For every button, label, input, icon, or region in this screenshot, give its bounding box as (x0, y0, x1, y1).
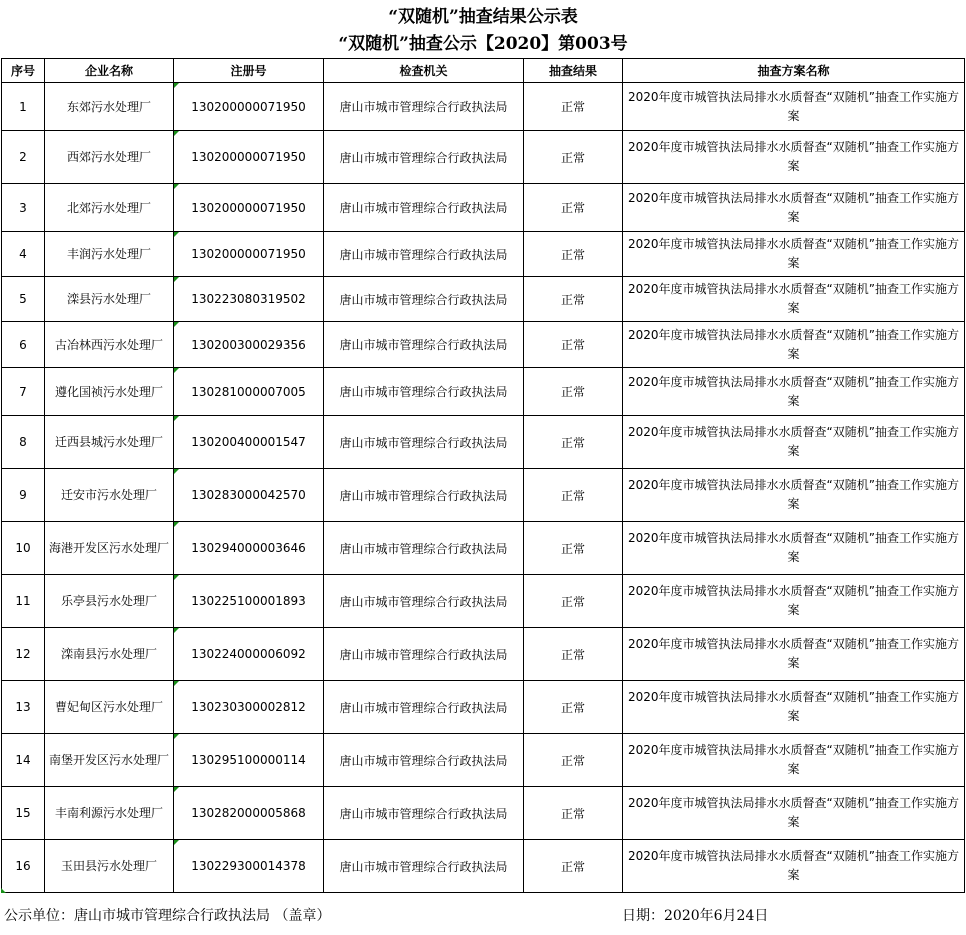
cell-no-text: 3 (19, 200, 27, 215)
cell-reg (174, 322, 324, 368)
cell-agency-text: 唐山市城市管理综合行政执法局 (339, 541, 508, 556)
cell-reg-text: 130200300029356 (191, 337, 306, 352)
cell-company-text: 滦南县污水处理厂 (60, 647, 157, 661)
cell-company (45, 83, 174, 131)
cell-company (45, 575, 174, 628)
cell-plan (623, 416, 965, 469)
cell-company-text: 西郊污水处理厂 (66, 150, 151, 164)
cell-marker (174, 232, 179, 237)
cell-agency (324, 575, 524, 628)
cell-company-text: 丰南利源污水处理厂 (54, 806, 163, 820)
cell-result-text: 正常 (560, 488, 585, 503)
table-row (2, 681, 965, 734)
cell-no (2, 628, 45, 681)
col-header-company: 企业名称 (45, 59, 174, 83)
cell-agency (324, 416, 524, 469)
cell-reg-text: 130224000006092 (191, 647, 306, 661)
cell-reg-text: 130283000042570 (191, 488, 306, 502)
cell-plan (623, 131, 965, 184)
cell-result-text: 正常 (560, 541, 585, 556)
cell-plan (623, 628, 965, 681)
cell-no-text: 4 (19, 247, 27, 261)
col-header-agency: 检查机关 (324, 59, 524, 83)
cell-marker (174, 322, 179, 327)
cell-agency (324, 681, 524, 734)
cell-marker (174, 368, 179, 373)
cell-no-text: 11 (15, 594, 31, 608)
table-row (2, 277, 965, 322)
cell-agency (324, 734, 524, 787)
cell-no (2, 681, 45, 734)
cell-plan (623, 469, 965, 522)
cell-company (45, 277, 174, 322)
cell-reg-text: 130223080319502 (191, 292, 306, 306)
cell-no-text: 15 (15, 806, 31, 820)
cell-agency-text: 唐山市城市管理综合行政执法局 (339, 647, 508, 662)
table-row (2, 787, 965, 840)
cell-plan-text: 2020年度市城管执法局排水水质督查“双随机”抽查工作实施方案 (628, 637, 959, 670)
cell-agency-text: 唐山市城市管理综合行政执法局 (339, 247, 508, 262)
cell-reg (174, 83, 324, 131)
cell-agency-text: 唐山市城市管理综合行政执法局 (339, 100, 508, 114)
table-row (2, 416, 965, 469)
cell-no-text: 14 (15, 753, 31, 767)
cell-agency-text: 唐山市城市管理综合行政执法局 (339, 338, 508, 352)
cell-marker (174, 184, 179, 189)
cell-no (2, 575, 45, 628)
table-row (2, 83, 965, 131)
cell-plan-text: 2020年度市城管执法局排水水质督查“双随机”抽查工作实施方案 (628, 796, 959, 829)
cell-company (45, 787, 174, 840)
cell-company (45, 628, 174, 681)
cell-agency (324, 787, 524, 840)
cell-marker (174, 681, 179, 686)
cell-agency (324, 83, 524, 131)
cell-reg (174, 681, 324, 734)
cell-no (2, 131, 45, 184)
cell-company-text: 海港开发区污水处理厂 (48, 541, 169, 555)
cell-result-text: 正常 (560, 700, 585, 715)
cell-plan (623, 277, 965, 322)
cell-agency (324, 469, 524, 522)
cell-result (524, 734, 623, 787)
cell-plan-text: 2020年度市城管执法局排水水质督查“双随机”抽查工作实施方案 (628, 425, 959, 458)
cell-result (524, 131, 623, 184)
cell-no-text: 1 (19, 99, 27, 114)
table-row (2, 840, 965, 893)
cell-reg-text: 130200000071950 (191, 99, 306, 114)
cell-reg-text: 130294000003646 (191, 541, 306, 555)
cell-agency (324, 232, 524, 277)
cell-company (45, 681, 174, 734)
cell-reg-text: 130295100000114 (191, 753, 306, 767)
col-header-plan: 抽查方案名称 (623, 59, 965, 83)
cell-marker (174, 575, 179, 580)
col-header-result: 抽查结果 (524, 59, 623, 83)
cell-reg-text: 130229300014378 (191, 859, 306, 873)
cell-agency-text: 唐山市城市管理综合行政执法局 (339, 806, 508, 821)
cell-company (45, 522, 174, 575)
table-row (2, 575, 965, 628)
cell-reg-text: 130225100001893 (191, 594, 306, 608)
cell-plan (623, 83, 965, 131)
cell-no (2, 232, 45, 277)
cell-agency (324, 522, 524, 575)
cell-plan (623, 184, 965, 232)
cell-company-text: 玉田县污水处理厂 (60, 859, 157, 873)
cell-company-text: 迁西县城污水处理厂 (54, 435, 163, 449)
cell-company-text: 古冶林西污水处理厂 (54, 337, 163, 352)
cell-agency (324, 840, 524, 893)
cell-agency (324, 277, 524, 322)
cell-result (524, 83, 623, 131)
cell-agency-text: 唐山市城市管理综合行政执法局 (339, 201, 508, 215)
cell-reg-text: 130200400001547 (191, 435, 306, 449)
cell-no (2, 277, 45, 322)
cell-no-text: 10 (15, 541, 31, 555)
cell-no-text: 8 (19, 435, 27, 449)
cell-plan (623, 734, 965, 787)
cell-reg (174, 232, 324, 277)
cell-agency-text: 唐山市城市管理综合行政执法局 (339, 700, 508, 715)
cell-no (2, 734, 45, 787)
cell-result (524, 469, 623, 522)
cell-result-text: 正常 (560, 806, 585, 821)
cell-marker (1, 888, 6, 893)
cell-result (524, 232, 623, 277)
cell-agency (324, 368, 524, 416)
cell-marker (174, 131, 179, 136)
cell-reg (174, 469, 324, 522)
cell-agency (324, 322, 524, 368)
cell-result (524, 184, 623, 232)
cell-plan (623, 787, 965, 840)
cell-result-text: 正常 (560, 150, 585, 165)
cell-result (524, 522, 623, 575)
cell-result-text: 正常 (560, 201, 585, 215)
cell-plan-text: 2020年度市城管执法局排水水质督查“双随机”抽查工作实施方案 (628, 478, 959, 511)
cell-reg (174, 840, 324, 893)
cell-company-text: 北郊污水处理厂 (66, 200, 151, 215)
cell-no-text: 12 (15, 647, 31, 661)
cell-reg (174, 734, 324, 787)
cell-agency (324, 131, 524, 184)
cell-company (45, 368, 174, 416)
cell-agency-text: 唐山市城市管理综合行政执法局 (339, 292, 508, 307)
cell-company-text: 东郊污水处理厂 (66, 99, 151, 114)
cell-company (45, 416, 174, 469)
cell-result-text: 正常 (560, 247, 585, 262)
cell-reg-text: 130230300002812 (191, 700, 306, 714)
cell-marker (174, 734, 179, 739)
cell-plan (623, 322, 965, 368)
cell-no-text: 2 (19, 150, 27, 164)
cell-reg (174, 184, 324, 232)
cell-plan-text: 2020年度市城管执法局排水水质督查“双随机”抽查工作实施方案 (628, 190, 959, 224)
table-row (2, 469, 965, 522)
cell-company (45, 131, 174, 184)
cell-no (2, 840, 45, 893)
cell-plan-text: 2020年度市城管执法局排水水质督查“双随机”抽查工作实施方案 (628, 531, 959, 564)
cell-agency-text: 唐山市城市管理综合行政执法局 (339, 859, 508, 874)
cell-company-text: 遵化国祯污水处理厂 (54, 384, 163, 399)
cell-reg (174, 131, 324, 184)
table-row (2, 734, 965, 787)
cell-result (524, 575, 623, 628)
footer-date: 日期：2020年6月24日 (622, 908, 769, 924)
table-title: “双随机”抽查结果公示表 (388, 7, 578, 27)
cell-no (2, 787, 45, 840)
cell-result (524, 277, 623, 322)
cell-company (45, 734, 174, 787)
cell-plan (623, 232, 965, 277)
cell-company-text: 南堡开发区污水处理厂 (48, 753, 169, 767)
cell-agency-text: 唐山市城市管理综合行政执法局 (339, 594, 508, 609)
cell-no (2, 322, 45, 368)
cell-result (524, 840, 623, 893)
cell-no (2, 522, 45, 575)
cell-company (45, 184, 174, 232)
cell-no-text: 6 (19, 337, 27, 352)
cell-reg-text: 130200000071950 (191, 247, 306, 261)
table-row (2, 131, 965, 184)
cell-result-text: 正常 (560, 647, 585, 662)
cell-no-text: 7 (19, 384, 27, 399)
cell-result (524, 368, 623, 416)
table-row (2, 184, 965, 232)
footer-unit: 公示单位：唐山市城市管理综合行政执法局 （盖章） (4, 908, 331, 924)
table-row (2, 368, 965, 416)
cell-reg (174, 277, 324, 322)
cell-result (524, 628, 623, 681)
cell-plan-text: 2020年度市城管执法局排水水质督查“双随机”抽查工作实施方案 (628, 282, 959, 315)
cell-plan (623, 681, 965, 734)
cell-company (45, 469, 174, 522)
cell-plan-text: 2020年度市城管执法局排水水质督查“双随机”抽查工作实施方案 (628, 140, 959, 173)
cell-no (2, 368, 45, 416)
cell-reg-text: 130281000007005 (191, 384, 306, 399)
cell-company-text: 迁安市污水处理厂 (60, 488, 157, 502)
cell-result-text: 正常 (560, 292, 585, 307)
cell-plan-text: 2020年度市城管执法局排水水质督查“双随机”抽查工作实施方案 (628, 584, 959, 617)
cell-no (2, 83, 45, 131)
cell-result-text: 正常 (560, 859, 585, 874)
cell-company (45, 322, 174, 368)
cell-agency-text: 唐山市城市管理综合行政执法局 (339, 753, 508, 768)
cell-company-text: 滦县污水处理厂 (66, 292, 151, 306)
cell-plan-text: 2020年度市城管执法局排水水质督查“双随机”抽查工作实施方案 (628, 327, 959, 361)
cell-reg (174, 522, 324, 575)
cell-marker (174, 628, 179, 633)
cell-plan-text: 2020年度市城管执法局排水水质督查“双随机”抽查工作实施方案 (628, 690, 959, 723)
cell-company-text: 乐亭县污水处理厂 (60, 594, 157, 608)
cell-agency (324, 184, 524, 232)
cell-marker (174, 469, 179, 474)
cell-result-text: 正常 (560, 385, 585, 399)
cell-plan-text: 2020年度市城管执法局排水水质督查“双随机”抽查工作实施方案 (628, 849, 959, 882)
table-row (2, 522, 965, 575)
cell-result-text: 正常 (560, 100, 585, 114)
cell-no-text: 5 (19, 292, 27, 306)
cell-reg (174, 368, 324, 416)
table-row (2, 628, 965, 681)
cell-agency-text: 唐山市城市管理综合行政执法局 (339, 385, 508, 399)
cell-plan (623, 575, 965, 628)
cell-result-text: 正常 (560, 594, 585, 609)
cell-plan-text: 2020年度市城管执法局排水水质督查“双随机”抽查工作实施方案 (628, 743, 959, 776)
cell-company-text: 曹妃甸区污水处理厂 (54, 700, 163, 714)
cell-marker (174, 83, 179, 88)
cell-reg-text: 130200000071950 (191, 150, 306, 164)
cell-company (45, 840, 174, 893)
col-header-reg: 注册号 (174, 59, 324, 83)
cell-marker (174, 522, 179, 527)
cell-plan-text: 2020年度市城管执法局排水水质督查“双随机”抽查工作实施方案 (628, 374, 959, 408)
cell-reg-text: 130282000005868 (191, 806, 306, 820)
cell-agency (324, 628, 524, 681)
cell-reg (174, 628, 324, 681)
cell-no-text: 13 (15, 700, 31, 714)
table-subtitle: “双随机”抽查公示【2020】第003号 (338, 34, 628, 54)
cell-result-text: 正常 (560, 338, 585, 352)
cell-marker (174, 277, 179, 282)
cell-reg-text: 130200000071950 (191, 200, 306, 215)
cell-marker (174, 416, 179, 421)
cell-agency-text: 唐山市城市管理综合行政执法局 (339, 150, 508, 165)
cell-agency-text: 唐山市城市管理综合行政执法局 (339, 488, 508, 503)
header-row (2, 59, 965, 83)
col-header-no: 序号 (2, 59, 45, 83)
cell-plan (623, 368, 965, 416)
cell-no-text: 9 (19, 488, 27, 502)
cell-result (524, 787, 623, 840)
cell-no (2, 184, 45, 232)
cell-no (2, 416, 45, 469)
cell-reg (174, 575, 324, 628)
cell-plan (623, 840, 965, 893)
table-row (2, 232, 965, 277)
cell-no-text: 16 (15, 859, 31, 873)
cell-company-text: 丰润污水处理厂 (66, 247, 151, 261)
cell-agency-text: 唐山市城市管理综合行政执法局 (339, 435, 508, 450)
cell-plan-text: 2020年度市城管执法局排水水质督查“双随机”抽查工作实施方案 (628, 89, 959, 123)
cell-result (524, 416, 623, 469)
cell-marker (174, 787, 179, 792)
table-row (2, 322, 965, 368)
cell-result (524, 322, 623, 368)
cell-reg (174, 787, 324, 840)
cell-reg (174, 416, 324, 469)
cell-plan (623, 522, 965, 575)
cell-marker (174, 840, 179, 845)
cell-result (524, 681, 623, 734)
cell-company (45, 232, 174, 277)
cell-result-text: 正常 (560, 753, 585, 768)
cell-plan-text: 2020年度市城管执法局排水水质督查“双随机”抽查工作实施方案 (628, 237, 959, 270)
cell-no (2, 469, 45, 522)
results-table (1, 58, 965, 893)
cell-result-text: 正常 (560, 435, 585, 450)
